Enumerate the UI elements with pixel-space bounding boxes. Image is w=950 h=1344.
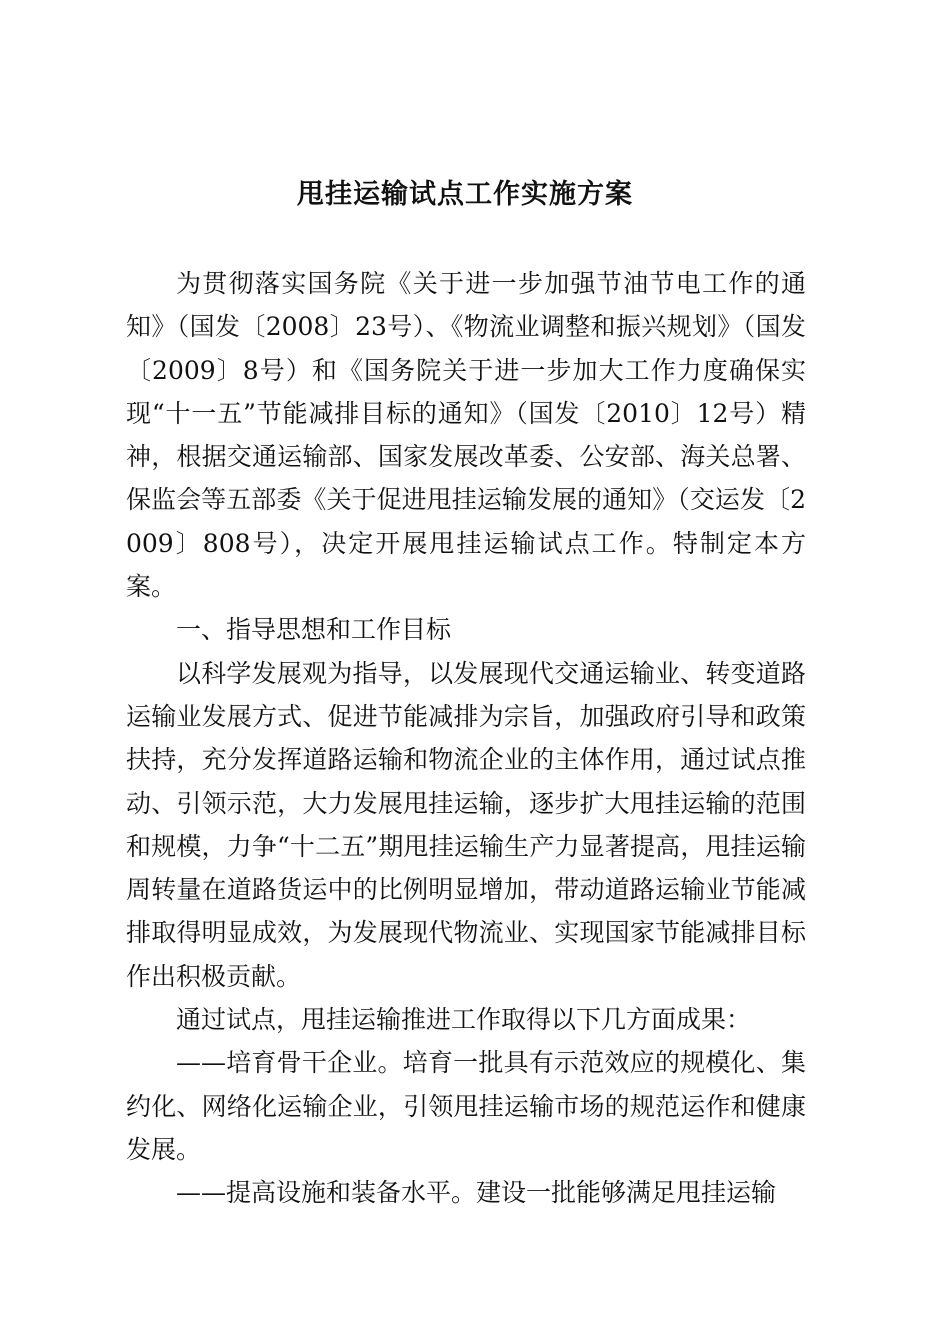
paragraph-results-intro: 通过试点，甩挂运输推进工作取得以下几方面成果： <box>176 1005 752 1035</box>
paragraph-result-backbone: ——培育骨干企业。培育一批具有示范效应的规模化、集约化、网络化运输企业，引领甩挂运输市场的规范运作和健康发展。 <box>126 1048 806 1164</box>
paragraph-result-facilities: ——提高设施和装备水平。建设一批能够满足甩挂运输 <box>176 1178 777 1208</box>
section-heading-1: 一、指导思想和工作目标 <box>176 615 452 645</box>
paragraph-intro: 为贯彻落实国务院《关于进一步加强节油节电工作的通知》（国发〔2008〕23号）、《物流业调整和振兴规划》（国发〔2009〕8号）和《国务院关于进一步加大工作力度确保实现“十一五”节能减排目标的通知》（国发〔2010〕12号）精神，根据交通运输部、国家发展改革委、公安部、海关总署、保监会等五部委《关于促进甩挂运输发展的通知》（交运发〔2009〕808号），决定开展甩挂运输试点工作。特制定本方案。 <box>126 269 806 602</box>
document-body <box>126 262 806 1215</box>
paragraph-guiding-ideology: 以科学发展观为指导，以发展现代交通运输业、转变道路运输业发展方式、促进节能减排为宗旨，加强政府引导和政策扶持，充分发挥道路运输和物流企业的主体作用，通过试点推动、引领示范，大力发展甩挂运输，逐步扩大甩挂运输的范围和规模，力争“十二五”期甩挂运输生产力显著提高，甩挂运输周转量在道路货运中的比例明显增加，带动道路运输业节能减排取得明显成效，为发展现代物流业、实现国家节能减排目标作出积极贡献。 <box>126 658 806 991</box>
document-title: 甩挂运输试点工作实施方案 <box>297 179 633 210</box>
